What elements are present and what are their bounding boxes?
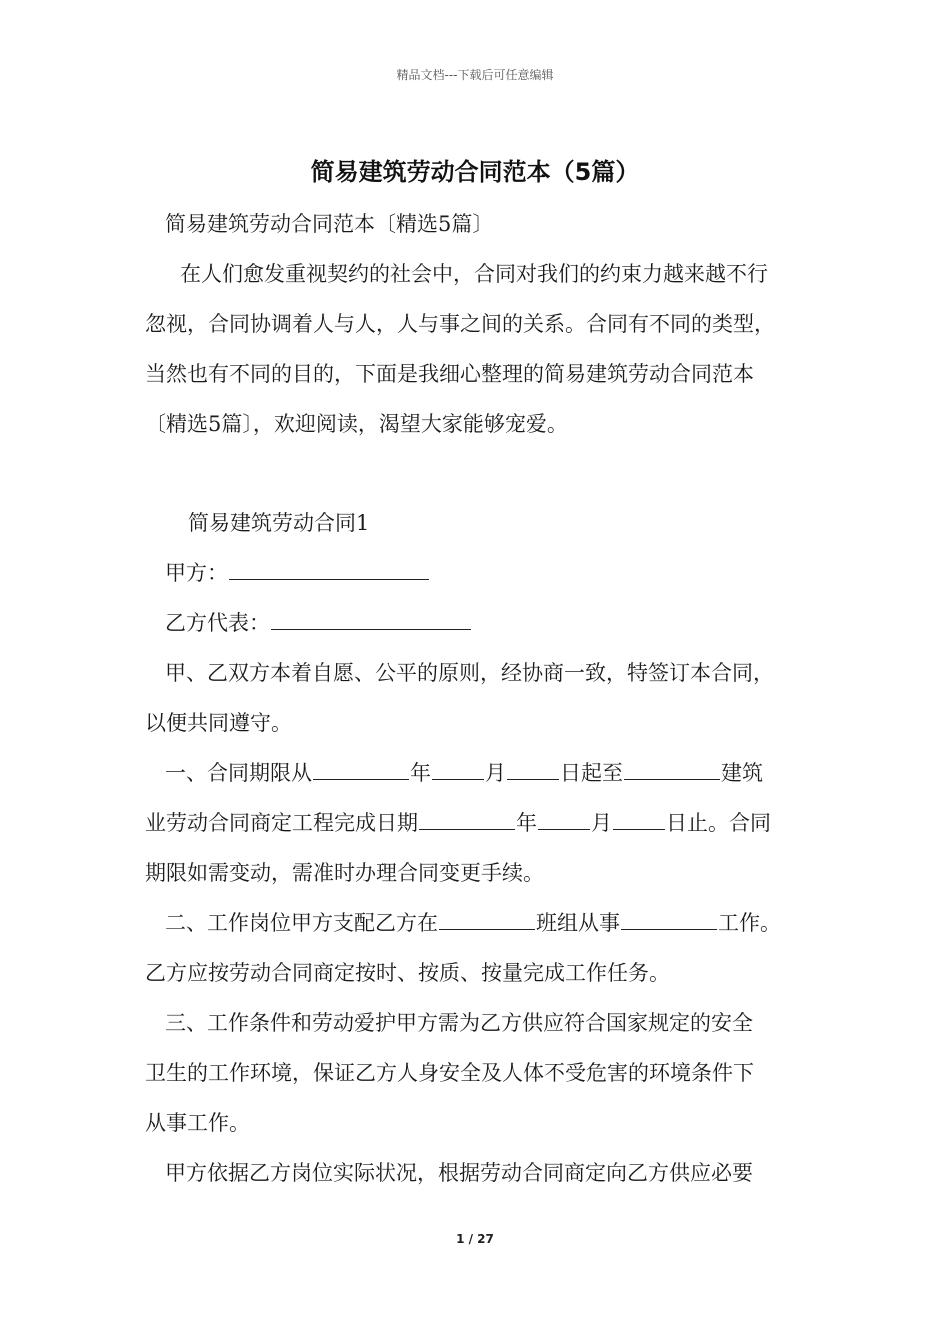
term-line-3: 期限如需变动，需准时办理合同变更手续。: [145, 861, 544, 885]
subtitle: 简易建筑劳动合同范本〔精选5篇〕: [165, 212, 494, 236]
blank-field: [624, 759, 720, 780]
post-text: 工作。: [718, 911, 781, 935]
supply-line: 甲方依据乙方岗位实际状况，根据劳动合同商定向乙方供应必要: [165, 1161, 753, 1185]
conditions-line-2: 卫生的工作环境，保证乙方人身安全及人体不受危害的环境条件下: [145, 1061, 754, 1085]
party-b-label: 乙方代表：: [165, 611, 270, 635]
blank-field: [621, 909, 717, 930]
blank-field: [613, 809, 665, 830]
party-a-line: [165, 558, 845, 588]
party-b-blank: [271, 609, 471, 630]
term-line-1: [165, 758, 845, 788]
header-note: 精品文档---下载后可任意编辑: [396, 68, 554, 82]
party-b-line: [165, 608, 845, 638]
term-text: 业劳动合同商定工程完成日期: [145, 811, 418, 835]
term-text: 年: [516, 811, 537, 835]
intro-line-3: 当然也有不同的目的，下面是我细心整理的简易建筑劳动合同范本: [145, 362, 754, 386]
post-text: 二、工作岗位甲方支配乙方在: [165, 911, 438, 935]
document-title: 简易建筑劳动合同范本（5篇）: [310, 158, 640, 186]
conditions-line-1: 三、工作条件和劳动爱护甲方需为乙方供应符合国家规定的安全: [165, 1011, 753, 1035]
blank-field: [439, 909, 535, 930]
term-text: 建筑: [721, 761, 763, 785]
section-title: 简易建筑劳动合同1: [188, 511, 370, 535]
page-number: 1 / 27: [456, 1232, 494, 1246]
term-text: 日止。合同: [666, 811, 771, 835]
term-text: 年: [410, 761, 431, 785]
post-line-2: 乙方应按劳动合同商定按时、按质、按量完成工作任务。: [145, 961, 670, 985]
agree-line-1: 甲、乙双方本着自愿、公平的原则，经协商一致，特签订本合同，: [165, 661, 774, 685]
agree-line-2: 以便共同遵守。: [145, 711, 292, 735]
post-text: 班组从事: [536, 911, 620, 935]
intro-line-1: 在人们愈发重视契约的社会中，合同对我们的约束力越来越不行: [180, 262, 768, 286]
term-text: 月: [591, 811, 612, 835]
term-text: 一、合同期限从: [165, 761, 312, 785]
blank-field: [538, 809, 590, 830]
term-text: 日起至: [560, 761, 623, 785]
intro-line-4: 〔精选5篇〕，欢迎阅读，渴望大家能够宠爱。: [145, 412, 568, 436]
party-a-blank: [229, 559, 429, 580]
blank-field: [507, 759, 559, 780]
blank-field: [432, 759, 484, 780]
blank-field: [313, 759, 409, 780]
post-line-1: [165, 908, 845, 938]
term-text: 月: [485, 761, 506, 785]
party-a-label: 甲方：: [165, 561, 228, 585]
conditions-line-3: 从事工作。: [145, 1111, 250, 1135]
intro-line-2: 忽视，合同协调着人与人，人与事之间的关系。合同有不同的类型，: [145, 312, 775, 336]
term-line-2: [145, 808, 825, 838]
blank-field: [419, 809, 515, 830]
